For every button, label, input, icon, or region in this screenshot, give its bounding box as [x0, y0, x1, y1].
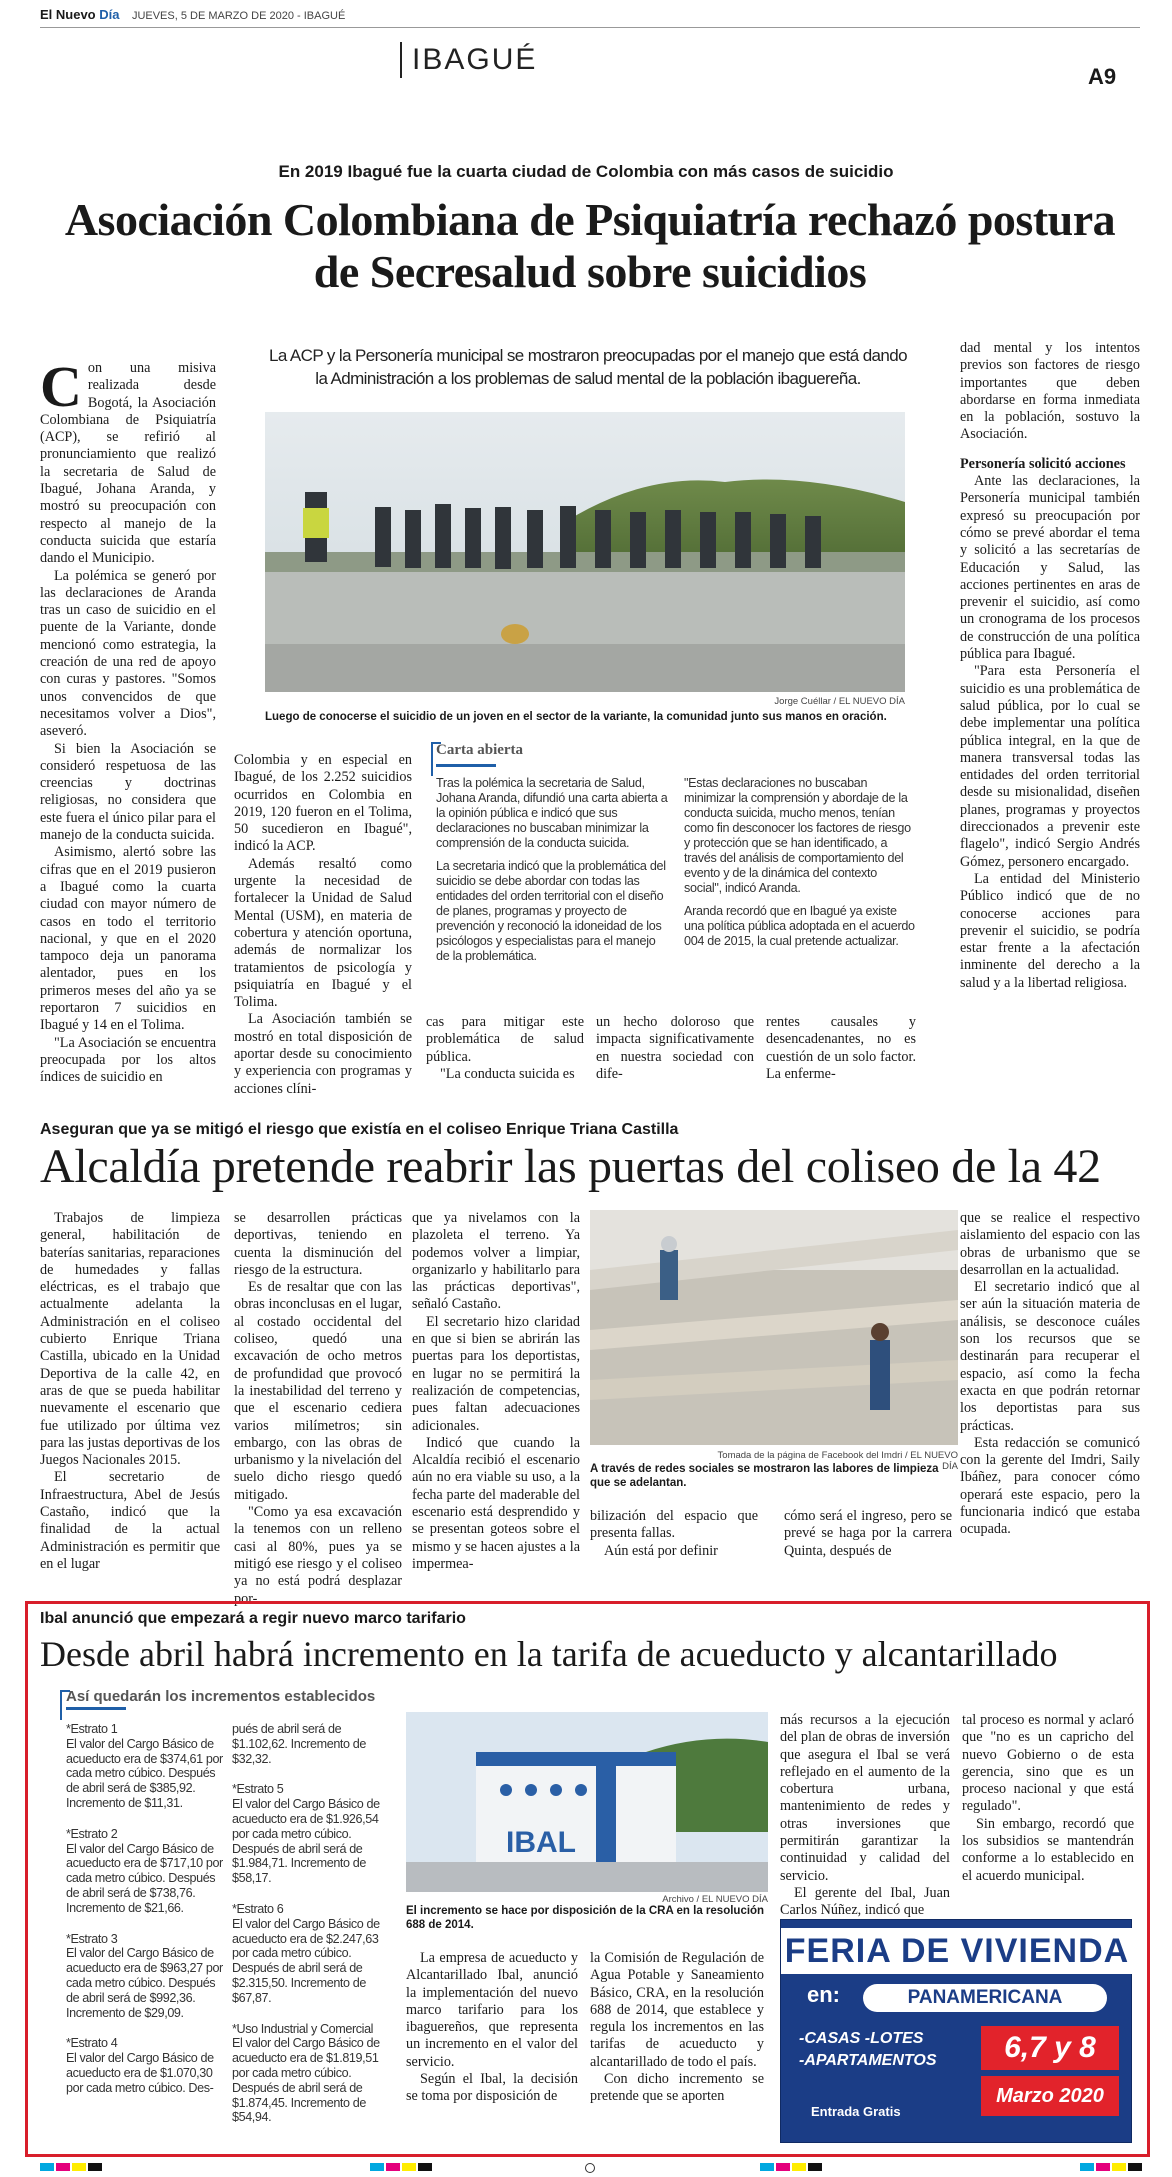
- swatch: [370, 2163, 384, 2171]
- swatch: [776, 2163, 790, 2171]
- masthead: [40, 6, 1140, 28]
- rate-item: pués de abril será de $1.102,62. Incremento de $32,32.: [232, 1722, 366, 1766]
- brand-logo: El Nuevo Día: [40, 7, 120, 22]
- rate-item: *Estrato 3 El valor del Cargo Básico de acueducto era de $963,27 por cada metro cúbico. Después de abril será de $992,36. Incremento de $29,09.: [66, 1931, 223, 2020]
- rates-title: Así quedarán los incrementos establecidos: [66, 1688, 376, 1705]
- story2-column-1: Trabajos de limpieza general, habilitación de baterías sanitarias, reparaciones de humedades y fallas eléctricas, es el trabajo que actualmente adelanta la Administración en el coliseo cubierto Enrique Triana Castilla, ubicado en la Unidad Deportiva de la calle 42, en aras de que se pueda habilitar nuevamente el escenario que fue utilizado por última vez para las justas deportivas de los Juegos Nacionales 2015. El secretario de Infraestructura, Abel de Jesús Castaño, indicó que la finalidad de la actual Administración es permitir que en el lugar: [40, 1210, 221, 1572]
- story1-headline: Asociación Colombiana de Psiquiatría rechazó postura de Secresalud sobre suicidios: [64, 194, 1116, 297]
- swatch: [1096, 2163, 1110, 2171]
- swatch: [792, 2163, 806, 2171]
- story2-photo-credit: Tomada de la página de Facebook del Imdri / EL NUEVO DÍA: [717, 1450, 958, 1472]
- story2-column-4: bilización del espacio que presenta fallas. Aún está por definir: [590, 1508, 758, 1559]
- story2-column-2: se desarrollen prácticas deportivas, teniendo en cuenta la disminución del riesgo de la estructura. Es de resaltar que con las obras inconclusas en el lugar, al costado occidental del coliseo, quedó una excavación de ocho metros de profundidad que provocó la inestabilidad del terreno y que el escenario cediera varios milímetros; sin embargo, con las obras de urbanismo y la nivelación del suelo dicho riesgo quedó mitigado. "Como ya esa excavación la tenemos con un relleno casi al 80%, pues ya se mitigó ese riesgo y el coliseo ya no está podrá desplazar por-: [234, 1210, 402, 1607]
- ad-free-entry: Entrada Gratis: [811, 2104, 901, 2119]
- ad-item: -CASAS -LOTES: [799, 2030, 924, 2047]
- print-registration-bar: [40, 2163, 1140, 2173]
- story1-column-6: dad mental y los intentos previos son factores de riesgo importantes que deben abordarse en forma inmediata en la población, sostuvo la Asociación. Personería solicitó acciones Ante las declaraciones, la Personería municipal también expresó su preocupación por cómo se prevé abordar el tema y solicitó a las secretarías de Educación y Salud, las acciones pertinentes en aras de prevenir el suicidio, así como un cronograma de los procesos de construcción de una política pública para Ibagué. "Para esta Personería el suicidio es una problemática de salud pública, por lo cual se debe implementar una política pública integral, en la que de manera transversal todas las entidades del orden territorial desde su misionalidad, diseñen planes, programas y proyectos direccionados a prevenir este flagelo", indicó Sergio Andrés Gómez, personero encargado. La entidad del Ministerio Público indicó que de no conocerse acciones para prevenir el suicidio, se podría estar frente a la afectación inminente del derecho a la salud y a la libertad religiosa.: [960, 340, 1140, 991]
- story3-headline: Desde abril habrá incremento en la tarifa de acueducto y alcantarillado: [40, 1634, 1058, 1674]
- swatch: [808, 2163, 822, 2171]
- rate-item: *Estrato 5 El valor del Cargo Básico de acueducto era de $1.926,54 por cada metro cúbico. Después de abril será de $1.984,71. Incremento de $58,17.: [232, 1782, 380, 1886]
- swatch: [1128, 2163, 1142, 2171]
- story3-column-d: tal proceso es normal y aclaró que "no es un capricho del nuevo Gobierno o de esta gerencia, sino que es un proceso nacional y que está regulado". Sin embargo, recordó que los subsidios se mantendrán conforme a lo establecido en el acuerdo municipal.: [962, 1712, 1134, 1884]
- story2-caption: A través de redes sociales se mostraron las labores de limpieza que se adelantan.: [590, 1463, 939, 1489]
- story3-column-a: La empresa de acueducto y Alcantarillado Ibal, anunció la implementación del nuevo marco tarifario para los ibaguereños, que representa un incremento en el valor del servicio. Según el Ibal, la decisión se toma por disposición de: [406, 1950, 578, 2105]
- sidebar-column-1: Tras la polémica la secretaria de Salud, Johana Aranda, difundió una carta abierta a la opinión pública e indicó que sus declaraciones no buscaban minimizar la comprensión de la conducta suicida. La secretaria indicó que la problemática del suicidio se debe abordar con todas las entidades del orden territorial con el diseño de planes, programas y proyecto de prevención y reconoció la idoneidad de los psicólogos y especialistas para el manejo de la problemática.: [436, 776, 668, 963]
- ad-en-label: en:: [807, 1982, 840, 2007]
- story1-kicker: En 2019 Ibagué fue la cuarta ciudad de Colombia con más casos de suicidio: [278, 162, 894, 181]
- swatch: [56, 2163, 70, 2171]
- subhead-personeria: Personería solicitó acciones: [960, 455, 1126, 472]
- ad-items: [799, 2028, 979, 2072]
- story2-column-6: que se realice el respectivo aislamiento del espacio con las obras de urbanismo que se desarrollan en la actualidad. El secretario indicó que al ser aún la situación materia de análisis, se desconoce cuáles son los recursos que se destinarán para recuperar el espacio, así como la fecha exacta en que podrán retornar los deportistas para sus prácticas. Esta redacción se comunicó con la gerente del Imdri, Saily Ibáñez, para conocer cómo operará este espacio, pero la funcionaria indicó que estaba ocupada.: [960, 1210, 1140, 1538]
- story2-photo: [590, 1210, 958, 1445]
- ad-title: FERIA DE VIVIENDA: [781, 1928, 1133, 1974]
- story3-photo: [406, 1712, 768, 1892]
- story3-caption: El incremento se hace por disposición de la CRA en la resolución 688 de 2014.: [406, 1905, 765, 1931]
- story3-column-b: la Comisión de Regulación de Agua Potable y Saneamiento Básico, CRA, en la resolución 688 de 2014, que establece y regula los incrementos en las tarifas de acueducto y alcantarillado de todo el país. Con dicho incremento se pretende que se aporten: [590, 1950, 764, 2105]
- story3-column-c: más recursos a la ejecución del plan de obras de inversión que asegura el Ibal se verá reflejado en el aumento de la cobertura urbana, mantenimiento de redes y otras inversiones que permitirán garantizar la continuidad y calidad del servicio. El gerente del Ibal, Juan Carlos Núñez, indicó que: [780, 1712, 950, 1919]
- carta-abierta-sidebar: [426, 742, 916, 1002]
- story2-column-3: que ya nivelamos con la plazoleta el terreno. Ya podemos volver a limpiar, organizarlo y habilitarlo para las prácticas deportivas", señaló Castaño. El secretario hizo claridad en que si bien se abrirán las puertas para los deportistas, en lugar no se permitirá la realización de competencias, pues faltan adecuaciones adicionales. Indicó que cuando la Alcaldía recibió el escenario aún no era viable su uso, a la fecha parte del maderable del escenario está desprendido y se presentan goteos sobre el mismo y se hacen ajustes a la impermea-: [412, 1210, 580, 1572]
- ad-brand: PANAMERICANA: [863, 1984, 1107, 2012]
- story2-kicker: Aseguran que ya se mitigó el riesgo que existía en el coliseo Enrique Triana Castilla: [40, 1121, 679, 1138]
- sidebar-rule: [436, 764, 496, 767]
- dropcap: C: [40, 354, 82, 419]
- story1-deck: La ACP y la Personería municipal se mostraron preocupadas por el manejo que está dando la Administración a los problemas de salud mental de la población ibaguereña.: [269, 346, 907, 388]
- story1-caption: Luego de conocerse el suicidio de un joven en el sector de la variante, la comunidad junto sus manos en oración.: [265, 711, 887, 723]
- section-name: IBAGUÉ: [400, 42, 537, 78]
- swatch: [386, 2163, 400, 2171]
- swatch: [72, 2163, 86, 2171]
- story1-column-3: cas para mitigar este problemática de salud pública. "La conducta suicida es: [426, 1014, 584, 1082]
- rate-item: *Estrato 2 El valor del Cargo Básico de acueducto era de $717,10 por cada metro cúbico. Después de abril será de $738,76. Incremento de $21,66.: [66, 1826, 223, 1915]
- story1-photo: [265, 412, 905, 692]
- swatch: [402, 2163, 416, 2171]
- ad-month: Marzo 2020: [981, 2076, 1119, 2116]
- rate-item: *Estrato 1 El valor del Cargo Básico de acueducto era de $374,61 por cada metro cúbico. Después de abril será de $385,92. Incremento de $11,31.: [66, 1722, 223, 1810]
- rate-item: *Estrato 4 El valor del Cargo Básico de acueducto era de $1.070,30 por cada metro cúbico. Des-: [66, 2036, 214, 2095]
- sidebar-title: Carta abierta: [436, 742, 524, 758]
- registration-mark-icon: [585, 2163, 595, 2173]
- rates-column-2: [232, 1722, 392, 2141]
- rate-item: *Uso Industrial y Comercial El valor del Cargo Básico de acueducto era de $1.819,51 por cada metro cúbico. Después de abril será de $1.874,45. Incremento de $54,94.: [232, 2021, 380, 2125]
- rate-item: *Estrato 6 El valor del Cargo Básico de acueducto era de $2.247,63 por cada metro cúbico. Después de abril será de $2.315,50. Incremento de $67,87.: [232, 1901, 380, 2005]
- story1-column-5: rentes causales y desencadenantes, no es cuestión de un solo factor. La enferme-: [766, 1014, 916, 1082]
- ad-item: -APARTAMENTOS: [799, 2052, 937, 2069]
- page-number: A9: [1088, 64, 1117, 89]
- story2-headline: Alcaldía pretende reabrir las puertas del coliseo de la 42: [40, 1140, 1101, 1193]
- rates-rule: [66, 1707, 126, 1710]
- swatch: [1080, 2163, 1094, 2171]
- story1-column-4: un hecho doloroso que impacta significativamente en nuestra sociedad con dife-: [596, 1014, 754, 1082]
- story3-photo-credit: Archivo / EL NUEVO DÍA: [662, 1894, 768, 1905]
- swatch: [1112, 2163, 1126, 2171]
- rates-column-1: [66, 1722, 224, 2112]
- edition-date: JUEVES, 5 DE MARZO DE 2020 - IBAGUÉ: [131, 10, 346, 22]
- story2-column-5: cómo será el ingreso, pero se prevé se haga por la carrera Quinta, después de: [784, 1508, 952, 1559]
- ad-days: 6,7 y 8: [981, 2026, 1119, 2070]
- story1-column-1: Con una misiva realizada desde Bogotá, la Asociación Colombiana de Psiquiatría (ACP), se refirió al pronunciamiento que realizó la secretaria de Salud de Ibagué, Johana Aranda, y mostró su preocupación con respecto al manejo de la conducta suicida que estaría dando el Municipio. La polémica se generó por las declaraciones de Aranda tras un caso de suicidio en el puente de la Variante, donde mencionó como estrategia, la creación de una red de apoyo con curas y pastores. "Somos unos convencidos de que necesitamos volver a Dios", aseveró. Si bien la Asociación se consideró respetuosa de las creencias y doctrinas religiosas, no considera que este fuera el único pilar para el manejo de la conducta suicida. Asimismo, alertó sobre las cifras que en el 2019 pusieron a Ibagué como la cuarta ciudad con mayor número de casos en todo el territorio nacional, y que en el 2020 tampoco deja un panorama alentador, pues en los primeros meses del año ya se reportaron 7 suicidios en Ibagué y 14 en el Tolima. "La Asociación se encuentra preocupada por los altos índices de suicidio en: [40, 354, 216, 1086]
- swatch: [40, 2163, 54, 2171]
- swatch: [418, 2163, 432, 2171]
- ibal-sign: IBAL: [506, 1826, 576, 1859]
- story1-column-2: Colombia y en especial en Ibagué, de los 2.252 suicidios ocurridos en Colombia en 2019, 120 fueron en el Tolima, 50 sucedieron en Ibagué", indicó la ACP. Además resaltó como urgente la necesidad de fortalecer la Unidad de Salud Mental (USM), en materia de cobertura y atención oportuna, además de normalizar los tratamientos de psicología y psiquiatría en Ibagué y el Tolima. La Asociación también se mostró en total disposición de aportar desde su conocimiento y experiencia con programas y acciones clíni-: [234, 752, 412, 1097]
- swatch: [760, 2163, 774, 2171]
- story1-photo-credit: Jorge Cuéllar / EL NUEVO DÍA: [774, 696, 905, 707]
- sidebar-column-2: "Estas declaraciones no buscaban minimizar la comprensión y abordaje de la conducta suicida, mucho menos, tenían como fin desconocer los factores de riesgo y protección que se han identificado, a través del análisis de comportamiento del evento y de la dinámica del contexto social", indicó Aranda. Aranda recordó que en Ibagué ya existe una política pública adoptada en el acuerdo 004 de 2015, la cual pretende actualizar.: [684, 776, 915, 948]
- story3-kicker: Ibal anunció que empezará a regir nuevo marco tarifario: [40, 1610, 466, 1627]
- swatch: [88, 2163, 102, 2171]
- housing-fair-ad[interactable]: [780, 1919, 1132, 2143]
